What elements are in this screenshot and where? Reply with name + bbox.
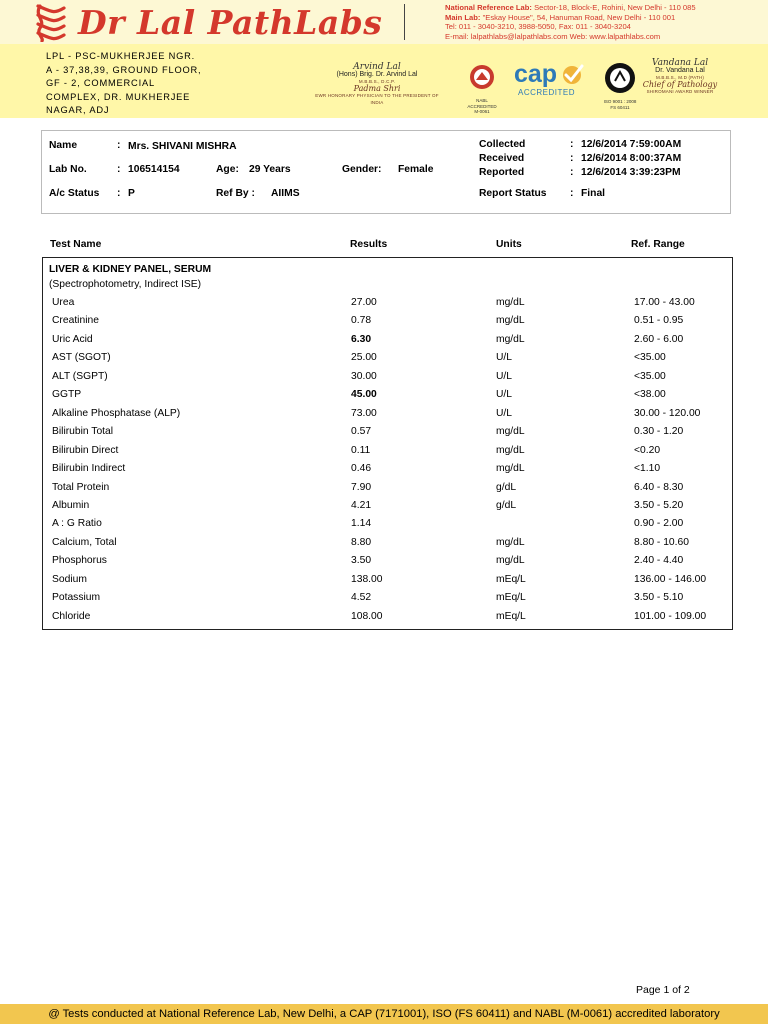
patient-info-box: [41, 130, 731, 214]
test-ref-range: 3.50 - 5.10: [634, 592, 684, 604]
test-ref-range: <35.00: [634, 352, 666, 364]
nabl-badge: [462, 63, 502, 115]
test-unit: U/L: [496, 389, 513, 401]
test-ref-range: <0.20: [634, 444, 661, 456]
cap-badge: [512, 60, 588, 98]
test-result: 25.00: [351, 352, 377, 364]
test-unit: U/L: [496, 352, 513, 364]
colon: :: [570, 188, 574, 199]
report-status: Final: [581, 188, 606, 199]
table-row: [43, 574, 732, 590]
table-row: [43, 297, 732, 313]
test-ref-range: 2.40 - 4.40: [634, 555, 684, 567]
test-name: Bilirubin Indirect: [52, 463, 126, 475]
table-row: [43, 555, 732, 571]
test-name: Calcium, Total: [52, 536, 117, 548]
test-unit: mg/dL: [496, 426, 525, 438]
address-line: LPL - PSC-MUKHERJEE NGR.: [46, 51, 196, 61]
patient-gender: Female: [398, 164, 434, 175]
test-unit: mEq/L: [496, 610, 526, 622]
test-unit: mg/dL: [496, 297, 525, 308]
lab-number-label: Lab No.: [49, 164, 87, 175]
col-header-units: Units: [496, 239, 522, 250]
table-row: [43, 315, 732, 331]
test-unit: g/dL: [496, 481, 517, 493]
test-unit: mg/dL: [496, 555, 525, 567]
test-name: ALT (SGPT): [52, 370, 108, 382]
test-name: Uric Acid: [52, 333, 93, 345]
test-result: 45.00: [351, 389, 377, 401]
test-ref-range: <1.10: [634, 463, 661, 475]
iso-seal-icon: [598, 62, 642, 94]
brand-logo: [30, 2, 382, 42]
collected-label: Collected: [479, 139, 526, 150]
address-line: GF - 2, COMMERCIAL: [46, 78, 155, 88]
table-row: [43, 352, 732, 368]
test-result: 30.00: [351, 370, 377, 382]
cap-accredited-text: ACCREDITED: [518, 88, 576, 97]
main-lab-label: Main Lab:: [445, 12, 481, 22]
table-row: [43, 408, 732, 424]
name-label: Name: [49, 140, 78, 151]
test-result: 138.00: [351, 573, 383, 585]
received-datetime: 12/6/2014 8:00:37AM: [581, 153, 682, 164]
nabl-seal-icon: [462, 63, 502, 93]
test-result: 73.00: [351, 407, 377, 419]
colon: :: [570, 153, 574, 164]
test-result: 0.78: [351, 315, 372, 327]
ac-status-label: A/c Status: [49, 188, 100, 199]
section-method: (Spectrophotometry, Indirect ISE): [49, 279, 202, 290]
ref-by-label: Ref By :: [216, 188, 255, 199]
nrl-address: Sector-18, Block-E, Rohini, New Delhi - 110 085: [534, 3, 696, 12]
test-name: Alkaline Phosphatase (ALP): [52, 407, 181, 419]
test-ref-range: 0.90 - 2.00: [634, 518, 684, 530]
test-unit: mg/dL: [496, 315, 525, 327]
signatory-vandana-lal: [640, 60, 720, 95]
lab-email-web: E-mail: lalpathlabs@lalpathlabs.com Web: www.lalpathlabs.com: [445, 31, 661, 41]
test-name: Bilirubin Total: [52, 426, 114, 438]
table-row: [43, 334, 732, 350]
main-lab-address: "Eskay House", 54, Hanuman Road, New Delhi - 110 001: [482, 12, 676, 22]
section-title: LIVER & KIDNEY PANEL, SERUM: [49, 264, 212, 275]
col-header-results: Results: [350, 239, 388, 250]
col-header-test-name: Test Name: [50, 239, 102, 250]
signatory-name: (Hons) Brig. Dr. Arvind Lal: [336, 71, 418, 78]
brand-name: Dr Lal PathLabs: [78, 2, 383, 42]
table-row: [43, 371, 732, 387]
test-name: Albumin: [52, 499, 90, 511]
test-ref-range: 30.00 - 120.00: [634, 407, 701, 419]
test-ref-range: 136.00 - 146.00: [634, 573, 707, 585]
test-ref-range: 0.51 - 0.95: [634, 315, 684, 327]
header-divider: [404, 4, 405, 40]
test-unit: mEq/L: [496, 573, 526, 585]
gender-label: Gender:: [342, 164, 382, 175]
test-name: Bilirubin Direct: [52, 444, 119, 456]
ac-status: P: [128, 188, 135, 199]
ref-by: AIIMS: [271, 188, 300, 199]
test-ref-range: 17.00 - 43.00: [634, 297, 695, 308]
table-row: [43, 482, 732, 498]
table-row: [43, 389, 732, 405]
iso-number: FS 60411: [610, 104, 630, 110]
test-unit: mg/dL: [496, 333, 525, 345]
test-ref-range: 2.60 - 6.00: [634, 333, 684, 345]
reported-label: Reported: [479, 167, 525, 178]
report-status-label: Report Status: [479, 188, 547, 199]
reported-datetime: 12/6/2014 3:39:23PM: [581, 167, 681, 178]
signatory-arvind-lal: [312, 64, 442, 106]
lab-address-block: [445, 3, 696, 41]
signatory-qualification: M.B.B.S., D.C.P.: [358, 79, 396, 84]
colon: :: [570, 139, 574, 150]
cap-check-icon: [558, 62, 588, 88]
nabl-number: M-0061: [474, 109, 490, 114]
patient-age: 29 Years: [249, 164, 291, 175]
signatory-name: Dr. Vandana Lal: [655, 67, 705, 74]
test-result: 0.11: [351, 444, 371, 456]
signatory-note: SHIROMANI AWARD WINNER: [646, 89, 714, 94]
test-name: A : G Ratio: [52, 518, 102, 530]
received-label: Received: [479, 153, 525, 164]
test-result: 8.80: [351, 536, 372, 548]
test-unit: mEq/L: [496, 592, 526, 604]
address-line: NAGAR, ADJ: [46, 105, 110, 115]
test-result: 0.57: [351, 426, 372, 438]
colon: :: [570, 167, 574, 178]
test-unit: U/L: [496, 370, 513, 382]
col-header-ref-range: Ref. Range: [631, 239, 685, 250]
table-row: [43, 518, 732, 534]
lab-number: 106514154: [128, 164, 180, 175]
test-result: 4.52: [351, 592, 372, 604]
test-name: Creatinine: [52, 315, 99, 327]
dna-logo-icon: [30, 2, 76, 42]
signature-vandana-lal: Vandana Lal: [651, 58, 709, 68]
colon: :: [117, 140, 121, 151]
signature-arvind-lal: Arvind Lal: [353, 62, 401, 72]
test-name: Phosphorus: [52, 555, 107, 567]
collected-datetime: 12/6/2014 7:59:00AM: [581, 139, 682, 150]
test-unit: mg/dL: [496, 536, 525, 548]
table-row: [43, 592, 732, 608]
cap-logo-text: cap: [514, 60, 558, 88]
signatory-note: EWR HONORARY PHYSICIAN TO THE PRESIDENT OF INDIA: [315, 93, 439, 105]
age-label: Age:: [216, 164, 239, 175]
table-row: [43, 611, 732, 627]
colon: :: [117, 188, 121, 199]
test-name: Total Protein: [52, 481, 110, 493]
nabl-label: NABL ACCREDITED: [467, 98, 497, 109]
test-unit: U/L: [496, 407, 513, 419]
footer-accreditation-text: @ Tests conducted at National Reference Lab, New Delhi, a CAP (7171001), ISO (FS 60411) and NABL (M-0061) accredited laboratory: [48, 1008, 720, 1020]
lab-telephone: Tel: 011 - 3040-3210, 3988-5050, Fax: 011 - 3040-3204: [445, 22, 631, 32]
signatory-qualification: M.B.B.S., M.D (PATH): [655, 75, 705, 80]
test-unit: mg/dL: [496, 444, 525, 456]
test-name: GGTP: [52, 389, 82, 401]
test-result: 27.00: [351, 297, 377, 308]
table-row: [43, 445, 732, 461]
test-ref-range: <35.00: [634, 370, 666, 382]
table-row: [43, 426, 732, 442]
test-result: 1.14: [351, 518, 372, 530]
footer-accreditation-band: [0, 1004, 768, 1024]
table-row: [43, 500, 732, 516]
test-result: 108.00: [351, 610, 383, 622]
test-unit: g/dL: [496, 499, 517, 511]
test-name: Sodium: [52, 573, 87, 585]
test-result: 0.46: [351, 463, 372, 475]
test-ref-range: 3.50 - 5.20: [634, 499, 684, 511]
test-result: 4.21: [351, 499, 372, 511]
colon: :: [117, 164, 121, 175]
test-name: Urea: [52, 297, 75, 308]
nrl-label: National Reference Lab:: [445, 3, 532, 12]
test-ref-range: 0.30 - 1.20: [634, 426, 684, 438]
test-ref-range: 8.80 - 10.60: [634, 536, 689, 548]
test-result: 7.90: [351, 481, 372, 493]
address-line: A - 37,38,39, GROUND FLOOR,: [46, 64, 202, 75]
collection-center-address: [46, 50, 201, 118]
test-result: 6.30: [351, 333, 372, 345]
signatory-award: Padma Shri: [353, 84, 401, 93]
signatory-title: Chief of Pathology: [642, 80, 718, 89]
test-unit: mg/dL: [496, 463, 525, 475]
page-number: Page 1 of 2: [636, 984, 690, 996]
table-row: [43, 463, 732, 479]
test-ref-range: 6.40 - 8.30: [634, 481, 684, 493]
test-result: 3.50: [351, 555, 372, 567]
test-name: AST (SGOT): [52, 352, 111, 364]
iso-standard: ISO 9001 : 2008: [603, 99, 637, 104]
results-box: [42, 257, 733, 630]
patient-name: Mrs. SHIVANI MISHRA: [128, 141, 237, 152]
test-ref-range: 101.00 - 109.00: [634, 610, 707, 622]
test-ref-range: <38.00: [634, 389, 666, 401]
iso-badge: [598, 62, 642, 110]
test-name: Potassium: [52, 592, 101, 604]
test-name: Chloride: [52, 610, 91, 622]
table-row: [43, 537, 732, 553]
address-line: COMPLEX, DR. MUKHERJEE: [46, 91, 191, 102]
